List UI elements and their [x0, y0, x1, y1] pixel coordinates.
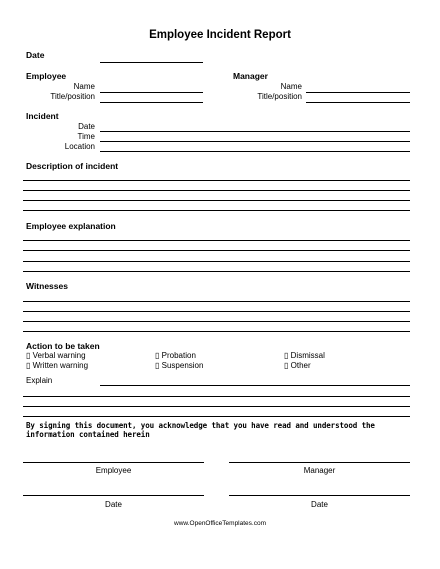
action-option-label: Written warning: [32, 361, 89, 370]
action-option-label: Dismissal: [290, 351, 325, 360]
employee-date-field[interactable]: [23, 495, 204, 496]
description-line[interactable]: [23, 210, 410, 211]
explanation-heading: Employee explanation: [26, 221, 116, 231]
action-option-verbal[interactable]: [26, 351, 86, 360]
manager-title-field[interactable]: [306, 102, 410, 103]
explanation-line[interactable]: [23, 271, 410, 272]
checkbox-icon: ▯: [155, 351, 160, 360]
incident-time-field[interactable]: [100, 141, 410, 142]
witnesses-line[interactable]: [23, 311, 410, 312]
employee-date-label: Date: [105, 500, 122, 509]
action-heading: Action to be taken: [26, 341, 100, 351]
witnesses-line[interactable]: [23, 321, 410, 322]
checkbox-icon: ▯: [284, 351, 289, 360]
explain-line[interactable]: [23, 396, 410, 397]
checkbox-icon: ▯: [26, 361, 31, 370]
employee-name-label: Name: [73, 82, 95, 91]
incident-date-label: Date: [78, 122, 95, 131]
action-option-label: Other: [290, 361, 311, 370]
description-line[interactable]: [23, 180, 410, 181]
employee-heading: Employee: [26, 71, 67, 81]
employee-signature-label: Employee: [95, 466, 132, 475]
date-label: Date: [26, 50, 45, 60]
witnesses-line[interactable]: [23, 331, 410, 332]
footer-link[interactable]: www.OpenOfficeTemplates.com: [174, 520, 266, 527]
form-title: Employee Incident Report: [149, 29, 291, 41]
manager-date-label: Date: [311, 500, 328, 509]
explain-line[interactable]: [23, 406, 410, 407]
action-option-label: Verbal warning: [32, 351, 86, 360]
manager-name-label: Name: [280, 82, 302, 91]
manager-date-field[interactable]: [229, 495, 410, 496]
action-option-suspension[interactable]: [155, 361, 203, 370]
manager-signature-label: Manager: [303, 466, 336, 475]
explanation-line[interactable]: [23, 250, 410, 251]
manager-title-label: Title/position: [257, 92, 302, 101]
date-field[interactable]: [100, 62, 203, 63]
manager-signature-field[interactable]: [229, 462, 410, 463]
incident-time-label: Time: [77, 132, 95, 141]
description-line[interactable]: [23, 200, 410, 201]
incident-date-field[interactable]: [100, 131, 410, 132]
action-option-label: Probation: [161, 351, 196, 360]
employee-title-label: Title/position: [50, 92, 95, 101]
explain-line[interactable]: [23, 416, 410, 417]
incident-location-label: Location: [64, 142, 95, 151]
description-heading: Description of incident: [26, 161, 119, 171]
employee-name-field[interactable]: [100, 92, 203, 93]
description-line[interactable]: [23, 190, 410, 191]
witnesses-heading: Witnesses: [26, 281, 68, 291]
explain-field[interactable]: [100, 385, 410, 386]
manager-name-field[interactable]: [306, 92, 410, 93]
witnesses-line[interactable]: [23, 301, 410, 302]
explanation-line[interactable]: [23, 240, 410, 241]
explanation-line[interactable]: [23, 261, 410, 262]
checkbox-icon: ▯: [284, 361, 289, 370]
checkbox-icon: ▯: [155, 361, 160, 370]
action-option-label: Suspension: [161, 361, 204, 370]
incident-location-field[interactable]: [100, 151, 410, 152]
action-option-dismissal[interactable]: [284, 351, 325, 360]
action-option-written[interactable]: [26, 361, 88, 370]
employee-signature-field[interactable]: [23, 462, 204, 463]
acknowledgement-text: By signing this document, you acknowledge that you have read and understood the information contained herein: [26, 421, 375, 439]
action-option-other[interactable]: [284, 361, 311, 370]
checkbox-icon: ▯: [26, 351, 31, 360]
action-option-probation[interactable]: [155, 351, 196, 360]
manager-heading: Manager: [233, 71, 268, 81]
explain-label: Explain: [26, 376, 53, 385]
employee-title-field[interactable]: [100, 102, 203, 103]
incident-heading: Incident: [26, 111, 59, 121]
